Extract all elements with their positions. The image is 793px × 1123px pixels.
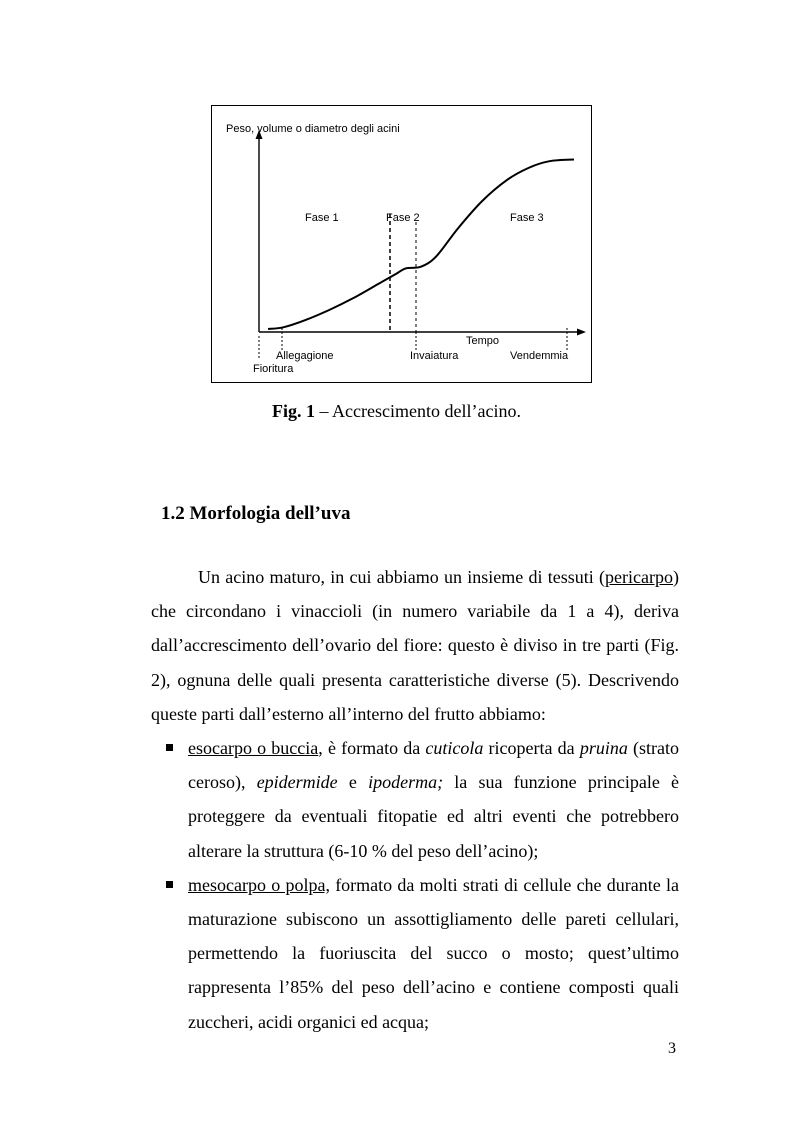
event-label-fioritura: Fioritura [253,363,294,375]
body-text [151,560,679,1039]
bullet2-text: formato da molti strati di cellule che durante la maturazione subiscono un assottigliamento delle pareti cellulari, permettendo la fuoriuscita del succo o mosto; quest’ultimo rappresenta l’85% del peso dell’acino e contiene composti quali zuccheri, acidi organici ed acqua; [188,874,679,1032]
event-label-allegagione: Allegagione [276,350,334,362]
paragraph-text-2: ) che circondano i vinaccioli (in numero variabile da 1 a 4), deriva dall’accrescimento dell’ovario del fiore: questo è diviso in tre parti (Fig. 2), ognuna delle quali presenta caratteristiche diverse (5). Descrivendo queste parti dall’esterno all’interno del frutto abbiamo: [151,567,679,724]
term-mesocarpo: mesocarpo o polpa, [188,874,330,895]
term-pruina: pruina [579,738,628,759]
phase-label-1: Fase 1 [305,212,339,224]
figure-caption [0,401,793,422]
caption-text: – Accrescimento dell’acino. [315,401,521,421]
term-cuticola: cuticola [425,738,484,759]
paragraph-text-1: Un acino maturo, in cui abbiamo un insieme di tessuti ( [198,567,606,587]
term-ipoderma: ipoderma; [368,772,444,793]
phase-label-3: Fase 3 [510,212,544,224]
bullet1-text-1: , è formato da [318,738,426,759]
y-axis-label: Peso, volume o diametro degli acini [226,123,400,135]
x-axis-arrow [577,329,586,336]
caption-label: Fig. 1 [272,401,316,421]
page-number: 3 [668,1040,676,1057]
bullet1-text-3: (strato ceroso), [188,738,680,793]
phase-label-2: Fase 2 [386,212,420,224]
event-label-invaiatura: Invaiatura [410,350,459,362]
bullet-square-icon [166,881,173,888]
event-label-vendemmia: Vendemmia [510,350,569,362]
term-esocarpo: esocarpo o buccia [188,738,319,759]
section-title: 1.2 Morfologia dell’uva [161,503,351,524]
bullet1-text-5: la sua funzione principale è proteggere da eventuali fitopatie ed altri eventi che potrebbero alterare la struttura (6-10 % del peso dell’acino); [188,772,679,861]
term-pericarpo: pericarpo [605,567,673,587]
growth-chart [212,106,593,384]
bullet1-text-4: e [337,772,369,793]
bullet-list [151,731,679,1039]
term-epidermide: epidermide [256,772,338,793]
intro-paragraph [151,560,679,731]
x-axis-label: Tempo [466,335,500,347]
bullet-square-icon [166,744,173,751]
figure-frame [211,105,592,383]
list-item [151,731,679,868]
growth-curve [268,160,574,330]
bullet1-text-2: ricoperta da [483,738,580,759]
list-item [151,868,679,1039]
